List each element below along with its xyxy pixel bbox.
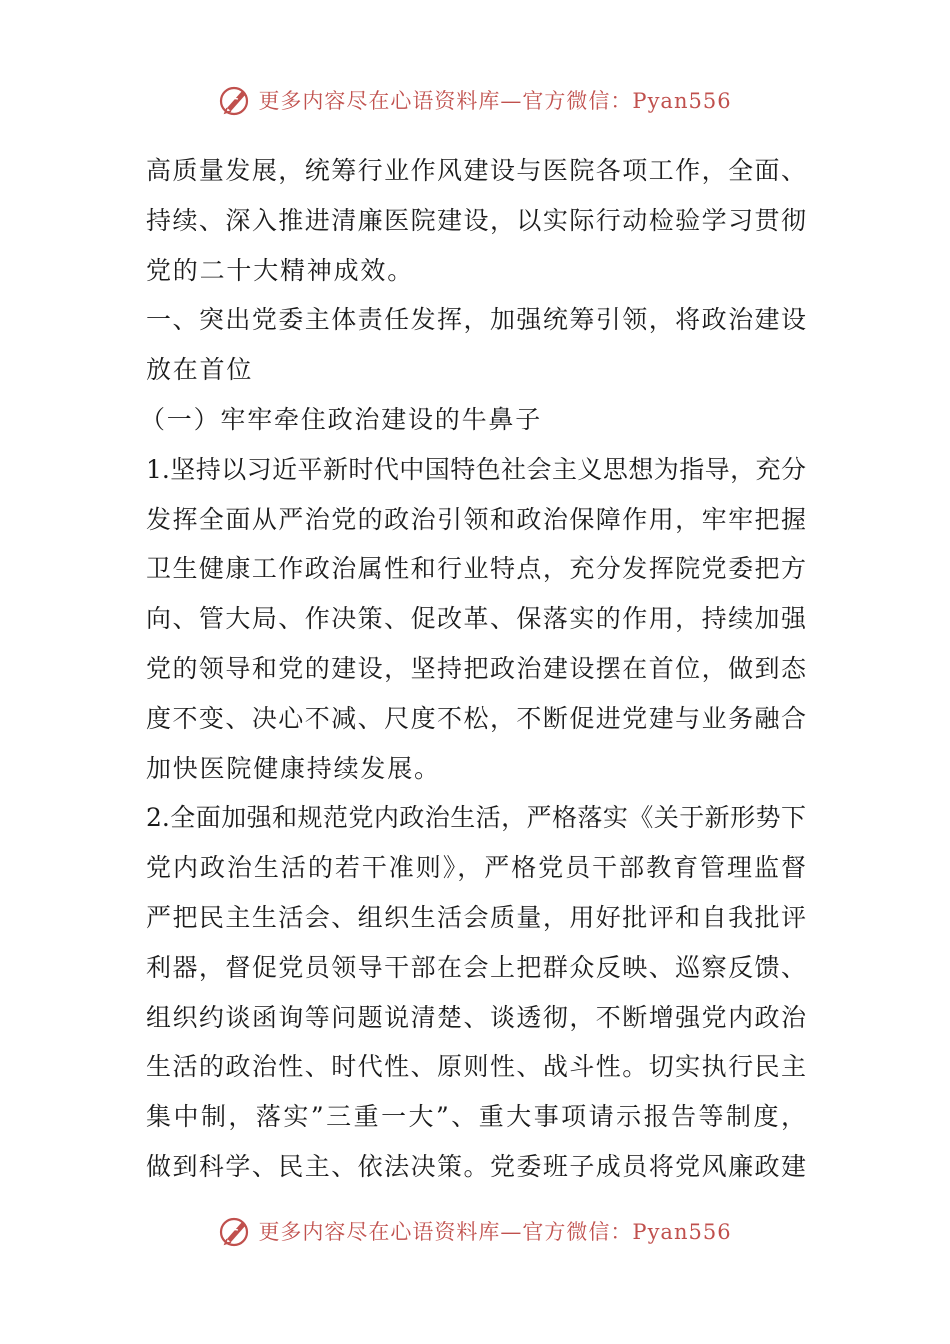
text-line: 度不变、决心不减、尺度不松，不断促进党建与业务融合 [146, 703, 806, 733]
text-line: 发挥全面从严治党的政治引领和政治保障作用，牢牢把握 [146, 504, 806, 534]
pen-logo-icon [218, 83, 252, 117]
text-line: 党内政治生活的若干准则》，严格党员干部教育管理监督 [146, 853, 806, 883]
text-line: 集中制，落实”三重一大”、重大事项请示报告等制度， [146, 1102, 806, 1132]
watermark-footer [0, 1209, 950, 1253]
text-line: 利器，督促党员领导干部在会上把群众反映、巡察反馈、 [146, 952, 806, 982]
text-line: 党的二十大精神成效。 [146, 255, 415, 285]
document-body [140, 146, 806, 1192]
text-line: 放在首位 [146, 355, 254, 385]
text-line: 生活的政治性、时代性、原则性、战斗性。切实执行民主 [146, 1052, 806, 1082]
text-line: 2.全面加强和规范党内政治生活，严格落实《关于新形势下 [146, 803, 806, 833]
text-line: 加快医院健康持续发展。 [146, 753, 441, 783]
text-line: 1.坚持以习近平新时代中国特色社会主义思想为指导，充分 [146, 454, 806, 484]
pen-logo-icon [218, 1214, 252, 1248]
text-line: 组织约谈函询等问题说清楚、谈透彻，不断增强党内政治 [146, 1002, 806, 1032]
text-line: 持续、深入推进清廉医院建设，以实际行动检验学习贯彻 [146, 205, 806, 235]
text-line: 党的领导和党的建设，坚持把政治建设摆在首位，做到态 [146, 653, 806, 683]
text-line: 做到科学、民主、依法决策。党委班子成员将党风廉政建 [146, 1151, 806, 1181]
text-line: 向、管大局、作决策、促改革、保落实的作用，持续加强 [146, 604, 806, 634]
watermark-text: 更多内容尽在心语资料库—官方微信：Pyan556 [258, 89, 732, 113]
watermark-text: 更多内容尽在心语资料库—官方微信：Pyan556 [258, 1220, 732, 1244]
text-line: （一）牢牢牵住政治建设的牛鼻子 [140, 404, 543, 434]
text-line: 高质量发展，统筹行业作风建设与医院各项工作，全面、 [146, 156, 806, 185]
text-line: 严把民主生活会、组织生活会质量，用好批评和自我批评 [146, 902, 806, 932]
text-line: 卫生健康工作政治属性和行业特点，充分发挥院党委把方 [146, 554, 806, 584]
watermark-header [0, 78, 950, 122]
text-line: 一、突出党委主体责任发挥，加强统筹引领，将政治建设 [146, 305, 806, 335]
